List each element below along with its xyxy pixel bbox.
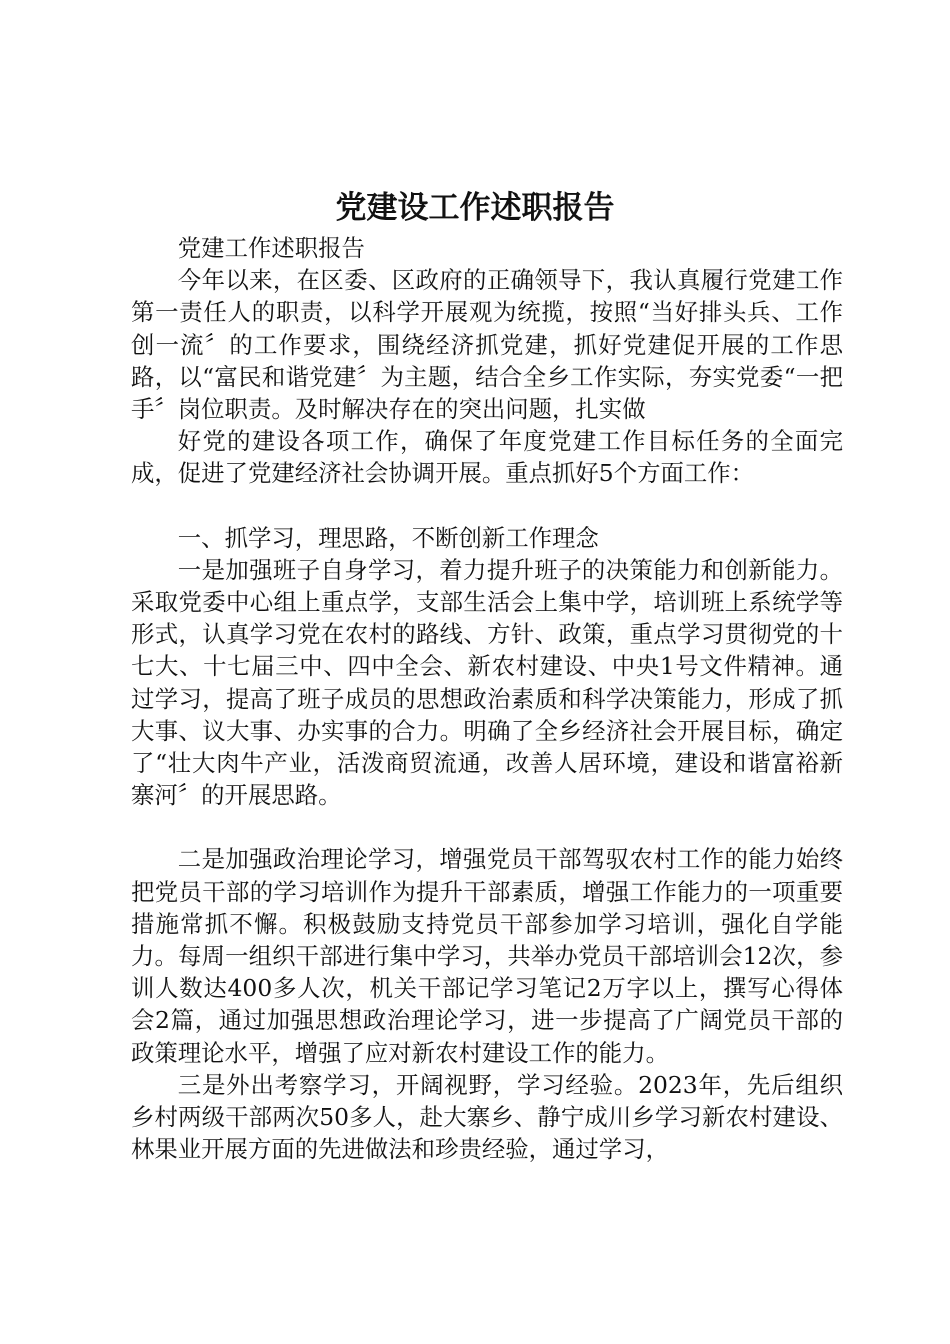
paragraph-subtitle: 党建工作述职报告 [177, 234, 365, 262]
paragraph-spacer [131, 490, 843, 522]
document-title: 党建设工作述职报告 [335, 190, 615, 226]
document-body [131, 232, 843, 1165]
paragraph-intro: 今年以来，在区委、区政府的正确领导下，我认真履行党建工作第一责任人的职责，以科学开展观为统揽，按照“当好排头兵、工作创一流〞的工作要求，围绕经济抓党建，抓好党建促开展的工作思路，以“富民和谐党建〞为主题，结合全乡工作实际，夯实党委“一把手〞岗位职责。及时解决存在的突出问题，扎实做 [131, 266, 843, 424]
paragraph-point-3: 三是外出考察学习，开阔视野，学习经验。2023年，先后组织乡村两级干部两次50多人，赴大寨乡、静宁成川乡学习新农村建设、林果业开展方面的先进做法和珍贵经验，通过学习， [131, 1070, 843, 1164]
section-heading-1: 一、抓学习，理思路，不断创新工作理念 [177, 523, 599, 552]
paragraph-intro-continued: 好党的建设各项工作，确保了年度党建工作目标任务的全面完成，促进了党建经济社会协调开展。重点抓好5个方面工作： [131, 427, 843, 488]
paragraph-point-1: 一是加强班子自身学习，着力提升班子的决策能力和创新能力。采取党委中心组上重点学，支部生活会上集中学，培训班上系统学等形式，认真学习党在农村的路线、方针、政策，重点学习贯彻党的十七大、十七届三中、四中全会、新农村建设、中央1号文件精神。通过学习，提高了班子成员的思想政治素质和科学决策能力，形成了抓大事、议大事、办实事的合力。明确了全乡经济社会开展目标，确定了“壮大肉牛产业，活泼商贸流通，改善人居环境，建设和谐富裕新寨河〞的开展思路。 [131, 555, 843, 810]
paragraph-point-2: 二是加强政治理论学习，增强党员干部驾驭农村工作的能力始终把党员干部的学习培训作为提升干部素质，增强工作能力的一项重要措施常抓不懈。积极鼓励支持党员干部参加学习培训，强化自学能力。每周一组织干部进行集中学习，共举办党员干部培训会12次，参训人数达400多人次，机关干部记学习笔记2万字以上，撰写心得体会2篇，通过加强思想政治理论学习，进一步提高了广阔党员干部的政策理论水平，增强了应对新农村建设工作的能力。 [131, 845, 843, 1067]
paragraph-spacer [131, 811, 843, 843]
